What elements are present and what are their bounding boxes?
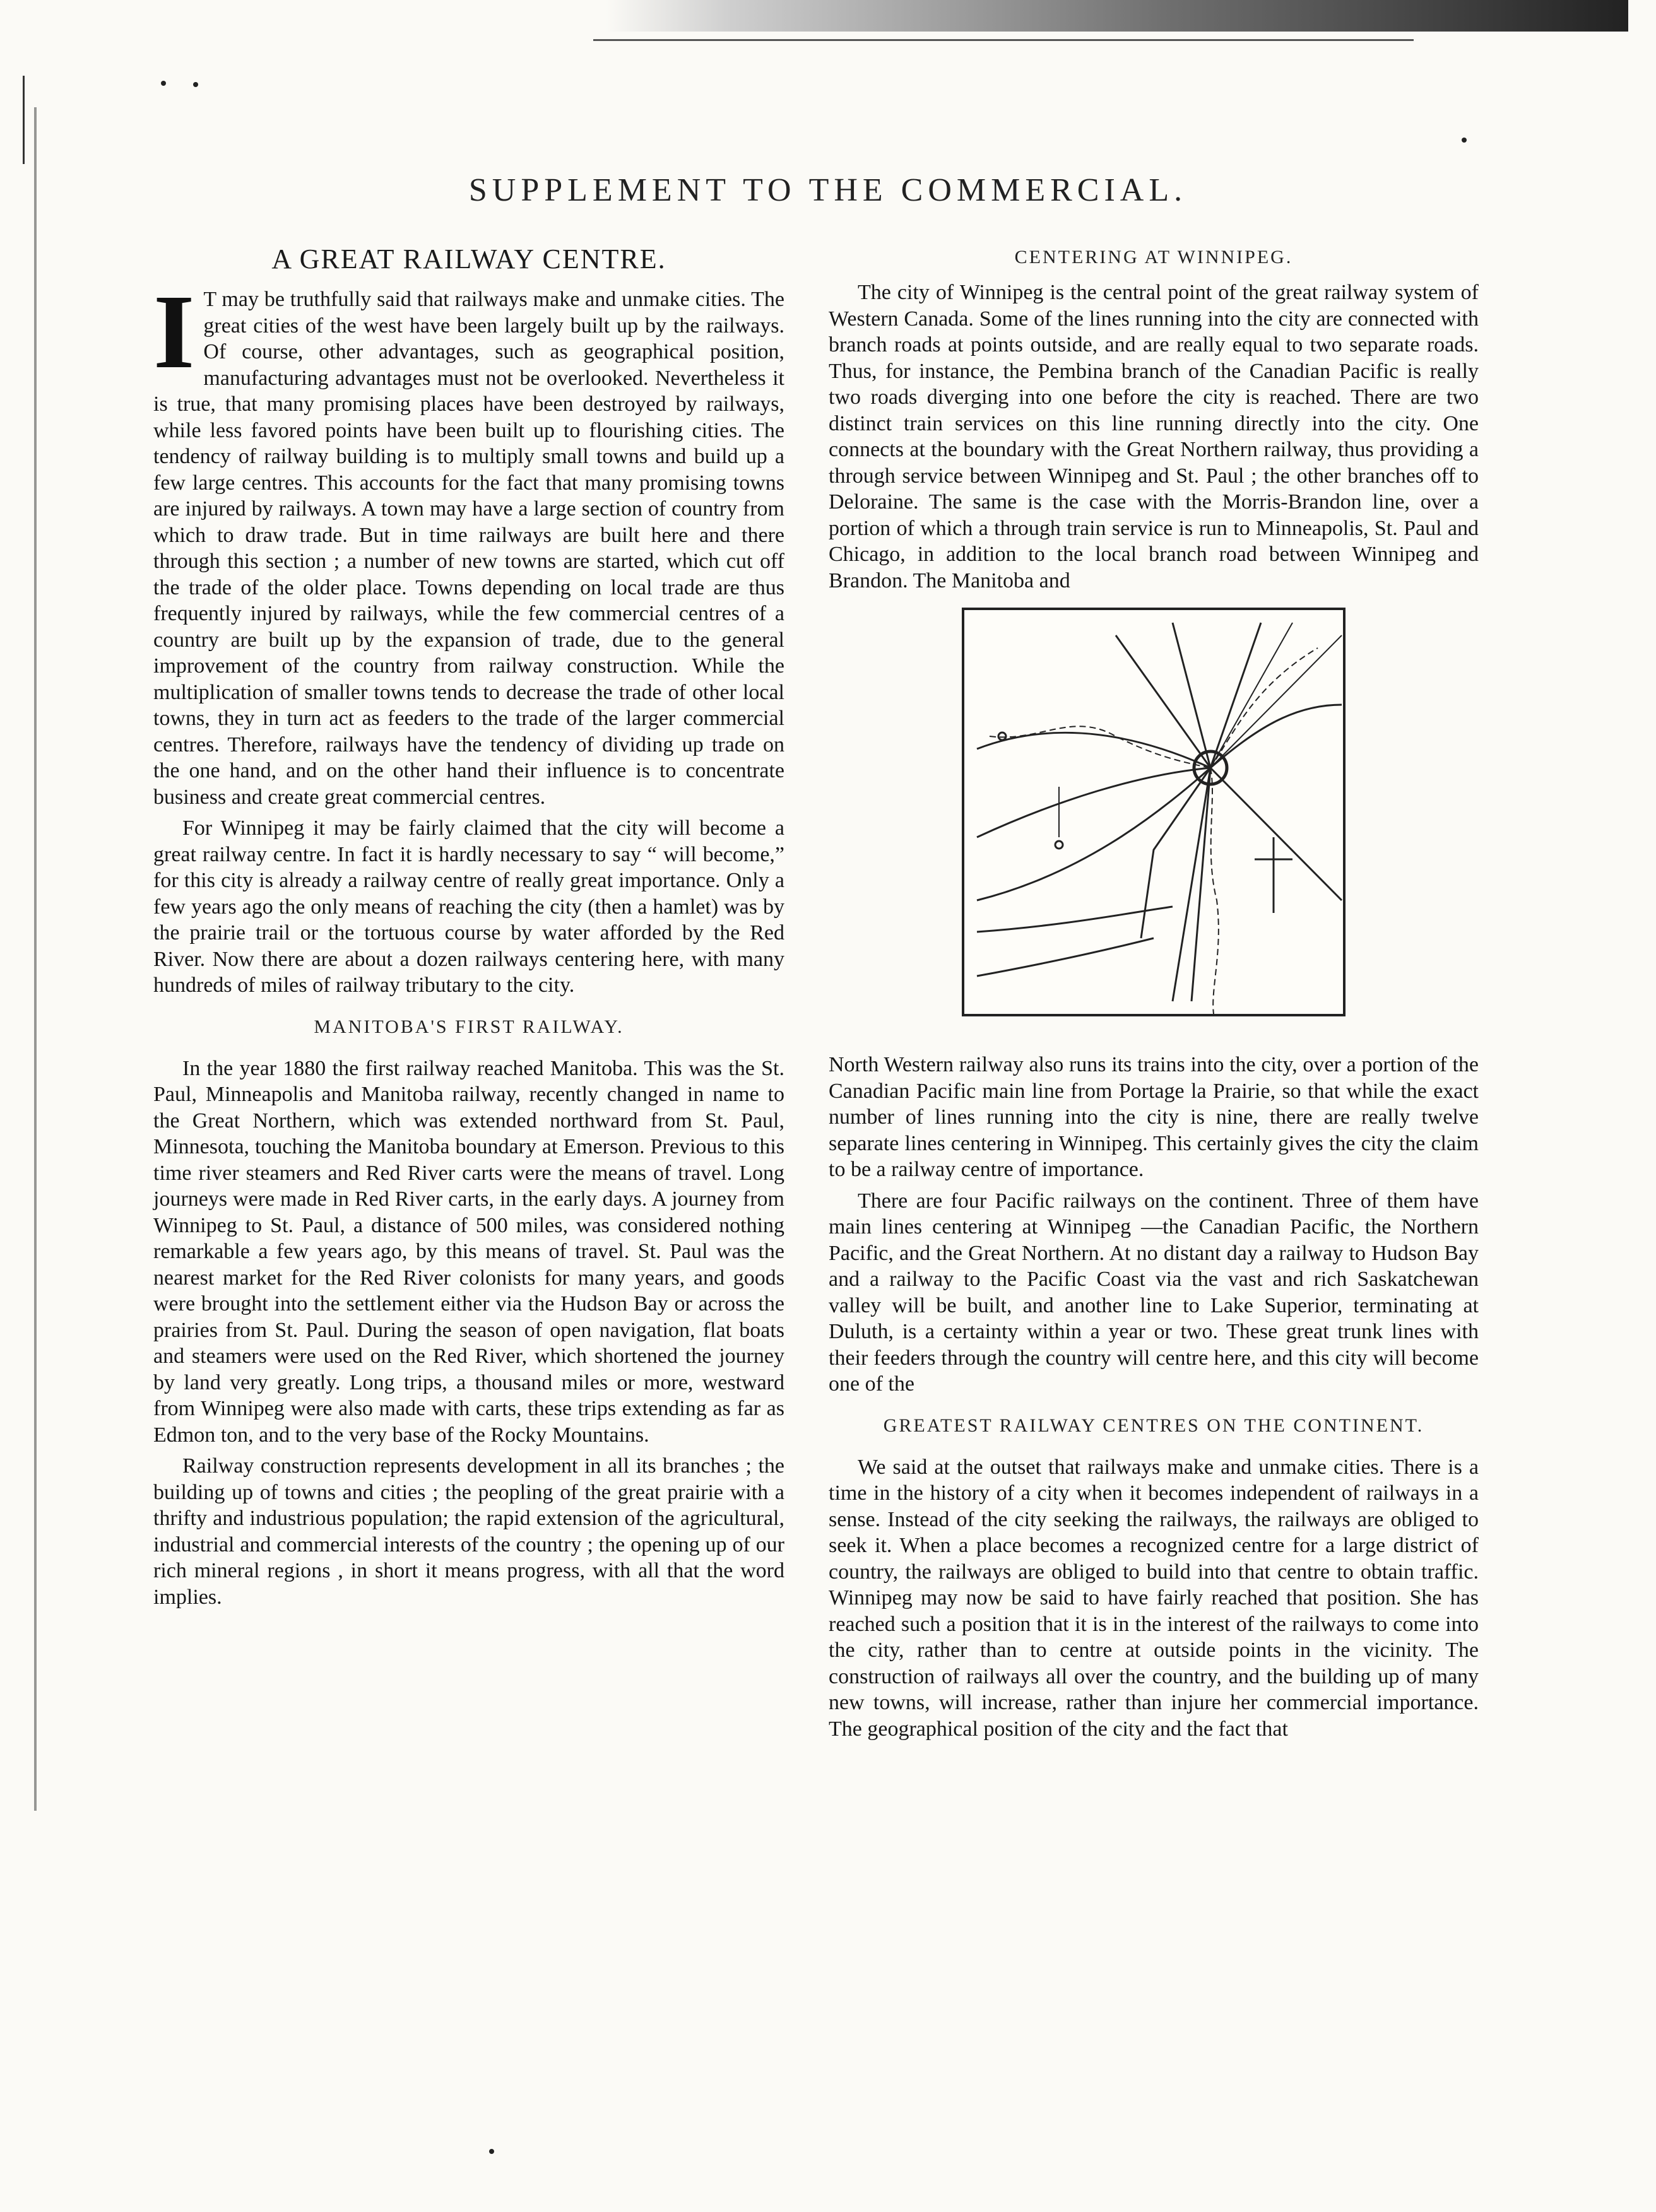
rail-line-south bbox=[1192, 768, 1210, 1001]
print-speck bbox=[161, 81, 166, 86]
railway-map bbox=[962, 608, 1346, 1016]
right-column bbox=[829, 243, 1479, 1747]
rail-line bbox=[1210, 623, 1292, 768]
rail-line-south bbox=[1173, 768, 1210, 1001]
first-railway-paragraph: In the year 1880 the first railway reached Manitoba. This was the St. Paul, Minneapolis and Manitoba railway, recently changed in name to the Great Northern, which was extended northward from St. Paul, Minnesota, touching the Manitoba boundary at Emerson. Previous to this time river steamers and Red River carts were the means of travel. Long journeys were made in Red River carts, in the early days. A journey from Winnipeg to St. Paul, a distance of 500 miles, was considered nothing remarkable a few years ago, by this means of travel. St. Paul was the nearest market for the Red River colonists for many years, and goods were brought into the settlement either via the Hudson Bay or across the prairies from St. Paul. During the season of open navigation, flat boats and steamers were used on the Red River, which shortened the journey by land very greatly. Long trips, a thousand miles or more, westward from Winnipeg were also made with carts, these trips extending as far as Edmon ton, and to the very base of the Rocky Mountains. bbox=[153, 1056, 784, 1447]
print-speck bbox=[1462, 138, 1467, 143]
rail-line bbox=[1173, 623, 1210, 768]
rail-line-southwest bbox=[1141, 768, 1210, 938]
intro-paragraph: T may be truthfully said that railways make and unmake cities. The great cities of the west have been largely built up by the railways. Of course, other advantages, such as geographical position, manufacturing advantages must not be overlooked. Nevertheless it is true, that many promising places have been destroyed by railways, while less favored points have been built up to flourishing cities. The tendency of railway building is to multiply small towns and build up a few large centres. This accounts for the fact that many promising towns are injured by railways. A town may have a large section of country from which to draw trade. But in time railways are built here and there through this section ; a number of new towns are started, which cut off the trade of the older place. Towns depending on local trade are thus frequently injured by railways, while the few commercial centres of a country are built up by the expansion of trade, due to the general improvement of the country from railway construction. While the multiplication of smaller towns tends to decrease the trade of other local towns, they in turn act as feeders to the trade of the larger commercial centres. Therefore, railways have the tendency of dividing up trade on the one hand, and on the other hand their influence is to concentrate business and create great commercial centres. bbox=[153, 288, 784, 809]
station-marker bbox=[998, 732, 1006, 740]
rail-line bbox=[1116, 635, 1210, 768]
left-column bbox=[153, 243, 784, 1615]
print-speck bbox=[489, 2149, 494, 2154]
drop-cap: I bbox=[153, 273, 195, 391]
print-speck bbox=[193, 82, 198, 87]
railway-map-drawing bbox=[964, 610, 1343, 1014]
construction-paragraph: Railway construction represents development in all its branches ; the building up of towns and cities ; the peopling of the great prairie with a thrifty and industrious population; the rapid extension of the agricultural, industrial and commercial interests of the country ; the opening up of our rich mineral regions , in short it means progress, with all that the word implies. bbox=[153, 1454, 784, 1609]
rail-line-cpr-west bbox=[977, 732, 1210, 768]
station-marker bbox=[1055, 841, 1063, 849]
section-heading-centering: CENTERING AT WINNIPEG. bbox=[1014, 247, 1293, 268]
north-western-paragraph: North Western railway also runs its trains into the city, over a portion of the Canadian Pacific main line from Portage la Prairie, so that while the exact number of lines running into the city is nine, there are really twelve separate lines centering in Winnipeg. This certainly gives the city the claim to be a railway centre of importance. bbox=[829, 1053, 1479, 1181]
pacific-railways-paragraph: There are four Pacific railways on the continent. Three of them have main lines centering at Winnipeg —the Canadian Pacific, the Northern Pacific, and the Great Northern. At no distant day a railway to Hudson Bay and a railway to the Pacific Coast via the vast and rich Saskatchewan valley will be built, and another line to Lake Superior, terminating at Duluth, is a certainty within a year or two. These great trunk lines with their feeders through the country will centre here, and this city will become one of the bbox=[829, 1189, 1479, 1396]
rail-line-northwestern bbox=[977, 768, 1210, 837]
top-edge-shadow bbox=[606, 0, 1628, 32]
rail-line-southeast bbox=[1210, 768, 1342, 900]
page-gutter-edge bbox=[34, 107, 37, 1811]
article-title: A GREAT RAILWAY CENTRE. bbox=[271, 244, 666, 274]
centering-paragraph: The city of Winnipeg is the central point of the great railway system of Western Canada. Some of the lines running into the city are connected with branch roads at points outside, and are really equal to two separate roads. Thus, for instance, the Pembina branch of the Canadian Pacific is really two roads diverging into one before the city is reached. There are two distinct train services on this line running directly into the city. One connects at the boundary with the Great Northern railway, thus providing a through service between Winnipeg and St. Paul ; the other branches off to Deloraine. The same is the case with the Morris-Brandon line, over a portion of which a through train service is run to Minneapolis, St. Paul and Chicago, in addition to the local branch road between Winnipeg and Brandon. The Manitoba and bbox=[829, 281, 1479, 592]
red-river-north bbox=[1210, 648, 1318, 768]
section-heading-first-railway: MANITOBA'S FIRST RAILWAY. bbox=[314, 1016, 624, 1037]
page-gutter-mark bbox=[23, 76, 25, 164]
rail-line-brandon bbox=[977, 938, 1154, 976]
rail-line-cpr-east bbox=[1210, 705, 1342, 768]
rail-line-west bbox=[977, 768, 1210, 900]
rail-line bbox=[1210, 635, 1342, 768]
winnipeg-paragraph: For Winnipeg it may be fairly claimed that the city will become a great railway centre. In fact it is hardly necessary to say “ will become,” for this city is already a railway centre of really great importance. Only a few years ago the only means of reaching the city (then a hamlet) was by the prairie trail or the tortuous course by water afforded by the Red River. Now there are about a dozen railways centering here, with many hundreds of miles of railway tributary to the city. bbox=[153, 816, 784, 997]
masthead: SUPPLEMENT TO THE COMMERCIAL. bbox=[468, 172, 1188, 208]
rail-line bbox=[1210, 623, 1261, 768]
section-heading-greatest-centres: GREATEST RAILWAY CENTRES ON THE CONTINENT. bbox=[883, 1415, 1424, 1436]
top-rule bbox=[593, 39, 1414, 41]
assiniboine-river bbox=[990, 726, 1210, 768]
red-river bbox=[1210, 768, 1219, 1014]
outset-paragraph: We said at the outset that railways make and unmake cities. There is a time in the history of a city when it becomes independent of railways in a sense. Instead of the city seeking the railways, the railways are obliged to seek it. When a place becomes a recognized centre for a large district of country, the railways are obliged to build into that centre to obtain traffic. Winnipeg may now be said to have fairly reached that position. She has reached such a position that it is in the interest of the railways to come into the city, rather than to centre at outside points in the vicinity. The construction of railways all over the country, and the building up of many new towns, will increase, rather than injure her commercial importance. The geographical position of the city and the fact that bbox=[829, 1455, 1479, 1741]
